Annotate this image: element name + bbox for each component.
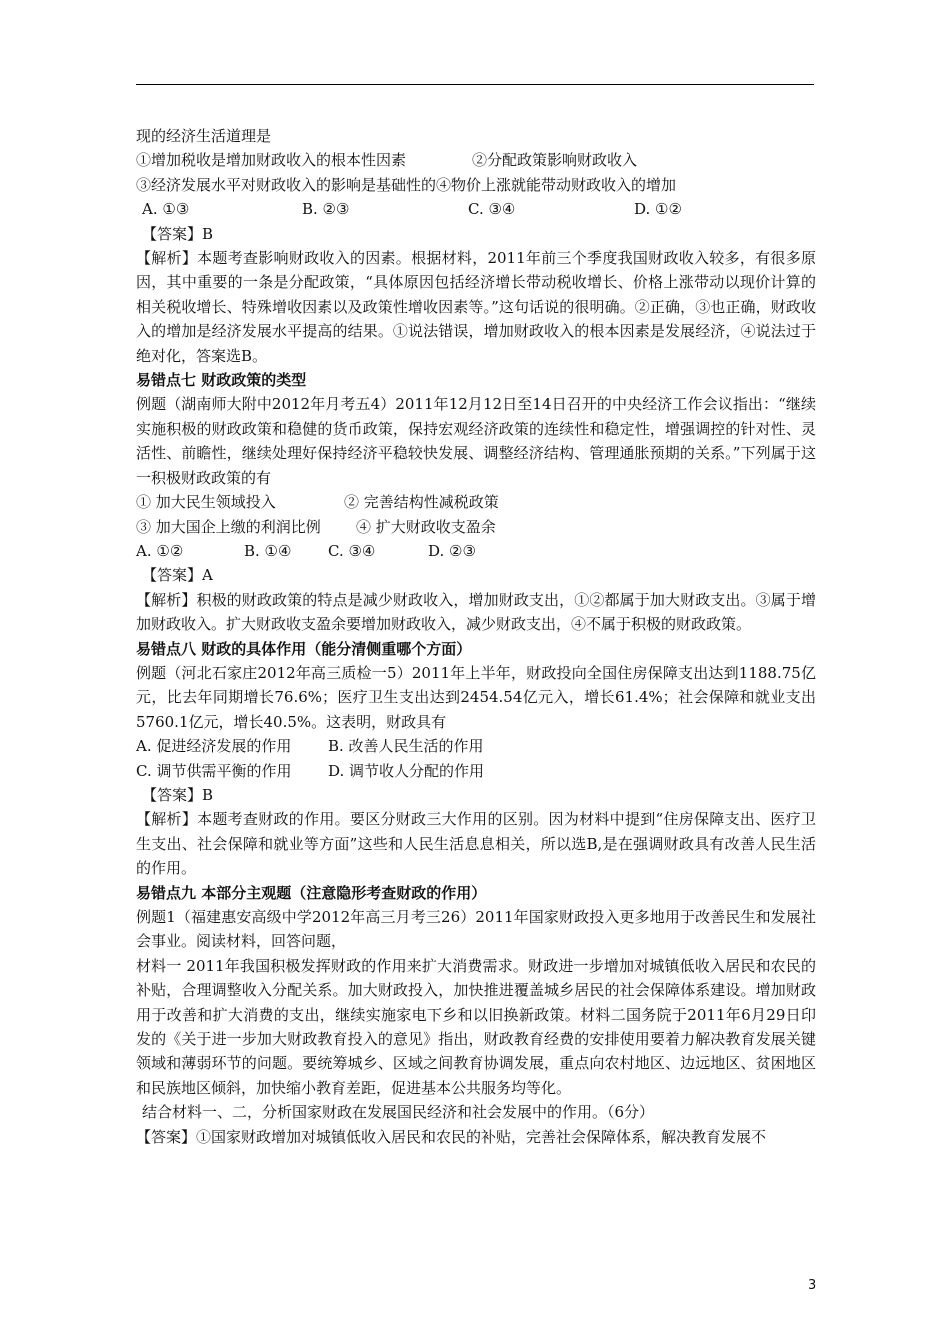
answer: 【答案】B [142, 224, 214, 243]
statement-row [136, 148, 816, 172]
section-heading: 易错点九 本部分主观题（注意隐形考查财政的作用） [136, 883, 487, 902]
statement: ③ 加大国企上缴的利润比例 [136, 517, 321, 536]
answer-options [136, 539, 816, 563]
answer: 【答案】B [142, 785, 214, 804]
example-question: 例题1（福建惠安高级中学2012年高三月考三26）2011年国家财政投入更多地用于改善民生和发展社会事业。阅读材料，回答问题， [136, 908, 816, 951]
statement: ② 完善结构性减税政策 [344, 493, 499, 512]
explanation: 【解析】本题考查影响财政收入的因素。根据材料，2011年前三个季度我国财政收入较多，有很多原因，其中重要的一条是分配政策，“具体原因包括经济增长带动税收增长、价格上涨带动以现价计算的相关税收增长、特殊增收因素以及政策性增收因素等。”这句话说的很明确。②正确，③也正确，财政收入的增加是经济发展水平提高的结果。①说法错误，增加财政收入的根本因素是发展经济，④说法过于绝对化，答案选B。 [136, 249, 816, 365]
option-d: D. 调节收人分配的作用 [328, 761, 485, 780]
task: 结合材料一、二，分析国家财政在发展国民经济和社会发展中的作用。（6分） [142, 1103, 655, 1122]
answer-options [136, 759, 816, 783]
section-heading: 易错点七 财政政策的类型 [136, 371, 307, 390]
option-c: C. ③④ [468, 200, 516, 219]
option-a: A. ①③ [142, 200, 190, 219]
option-a: A. 促进经济发展的作用 [136, 737, 292, 756]
page-number: 3 [808, 1278, 817, 1293]
option-a: A. ①② [136, 541, 184, 560]
option-b: B. ①④ [244, 541, 292, 560]
answer: 【答案】A [142, 566, 213, 585]
option-d: D. ②③ [428, 541, 476, 560]
statement-row [136, 515, 816, 539]
material: 材料一 2011年我国积极发挥财政的作用来扩大消费需求。财政进一步增加对城镇低收入居民和农民的补贴，合理调整收入分配关系。加大财政投入，加快推进覆盖城乡居民的社会保障体系建设。增加财政用于改善和扩大消费的支出，继续实施家电下乡和以旧换新政策。材料二国务院于2011年6月29日印发的《关于进一步加大财政教育投入的意见》指出，财政教育经费的安排使用要着力解决教育发展关键领域和薄弱环节的问题。要统筹城乡、区域之间教育协调发展，重点向农村地区、边远地区、贫困地区和民族地区倾斜，加快缩小教育差距，促进基本公共服务均等化。 [136, 956, 816, 1097]
explanation: 【解析】本题考查财政的作用。要区分财政三大作用的区别。因为材料中提到“住房保障支出、医疗卫生支出、社会保障和就业等方面”这些和人民生活息息相关，所以选B,是在强调财政具有改善人民生活的作用。 [136, 810, 816, 878]
statement: ①增加税收是增加财政收入的根本性因素 [136, 151, 407, 170]
explanation: 【解析】积极的财政政策的特点是减少财政收入，增加财政支出，①②都属于加大财政支出。③属于增加财政收入。扩大财政收支盈余要增加财政收入，减少财政支出，④不属于积极的财政政策。 [136, 590, 816, 634]
option-d: D. ①② [634, 200, 682, 219]
statement: ③经济发展水平对财政收入的影响是基础性的④物价上涨就能带动财政收入的增加 [136, 175, 677, 194]
statement: ① 加大民生领域投入 [136, 493, 276, 512]
option-c: C. 调节供需平衡的作用 [136, 761, 292, 780]
page-body [136, 124, 816, 1149]
statement: ④ 扩大财政收支盈余 [356, 517, 496, 536]
answer-options [136, 734, 816, 758]
section-heading: 易错点八 财政的具体作用（能分清侧重哪个方面） [136, 639, 472, 658]
option-b: B. ②③ [302, 200, 350, 219]
option-c: C. ③④ [328, 541, 376, 560]
statement: ②分配政策影响财政收入 [472, 151, 638, 170]
answer-options [136, 197, 816, 221]
header-rule [136, 84, 814, 85]
answer: 【答案】①国家财政增加对城镇低收入居民和农民的补贴，完善社会保障体系，解决教育发展不 [136, 1127, 767, 1146]
example-question: 例题（湖南师大附中2012年月考五4）2011年12月12日至14日召开的中央经济工作会议指出：“继续实施积极的财政政策和稳健的货币政策，保持宏观经济政策的连续性和稳定性，增强调控的针对性、灵活性、前瞻性，继续处理好保持经济平稳较快发展、调整经济结构、管理通胀预期的关系。”下列属于这一积极财政政策的有 [136, 395, 816, 487]
option-b: B. 改善人民生活的作用 [328, 737, 484, 756]
statement-row [136, 490, 816, 514]
text-line: 现的经济生活道理是 [136, 127, 272, 145]
example-question: 例题（河北石家庄2012年高三质检一5）2011年上半年，财政投向全国住房保障支出达到1188.75亿元，比去年同期增长76.6%；医疗卫生支出达到2454.54亿元入，增长61.4%；社会保障和就业支出5760.1亿元，增长40.5%。这表明，财政具有 [136, 663, 816, 731]
